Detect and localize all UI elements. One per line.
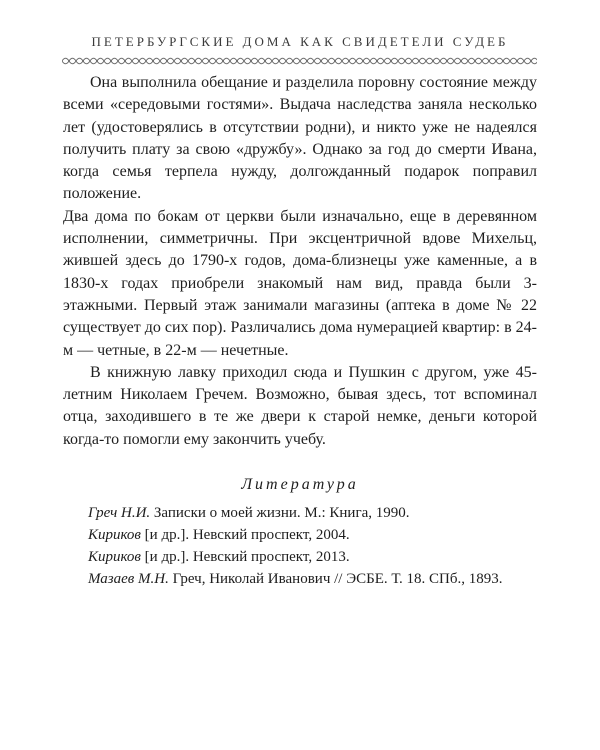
bibliography-entry (63, 524, 537, 546)
entry-text: [и др.]. Невский проспект, 2004. (140, 527, 350, 543)
paragraph: Два дома по бокам от церкви были изначально, еще в деревянном исполнении, симметричны. При эксцентричной вдове Михельц, жившей здесь до 1790-х годов, дома-близнецы уже каменные, а в 1830-х годах приобрели знакомый нам вид, правда были 3-этажными. Первый этаж занимали магазины (аптека в доме № 22 существует до сих пор). Различались дома нумерацией квартир: в 24-м — четные, в 22-м — нечетные. (63, 207, 537, 359)
bibliography-entry (63, 502, 537, 524)
running-header: ПЕТЕРБУРГСКИЕ ДОМА КАК СВИДЕТЕЛИ СУДЕБ (91, 34, 509, 49)
bibliography-entry (63, 546, 537, 568)
paragraph: В книжную лавку приходил сюда и Пушкин с другом, уже 45-летним Николаем Гречем. Возможно, бывая здесь, тот вспоминал отца, заходившего в те же двери к старой немке, деньги которой когда-то помогли ему закончить учебу. (63, 363, 537, 448)
paragraph: Она выполнила обещание и разделила поровну состояние между всеми «середовыми гостями». Выдача наследства заняла несколько лет (удостоверялись в отсутствии родни), и никто уже не надеялся получить плату за свою «дружбу». Однако за год до смерти Ивана, когда семья терпела нужду, долгожданный подарок поправил положение. (63, 74, 537, 203)
decorative-ornament-border (62, 55, 537, 67)
bibliography-list (63, 502, 537, 590)
entry-text: Греч, Николай Иванович // ЭСБЕ. Т. 18. СПб., 1893. (168, 571, 503, 587)
entry-author: Греч Н.И. (88, 505, 151, 521)
entry-author: Кириков (88, 549, 141, 565)
entry-text: Записки о моей жизни. М.: Книга, 1990. (150, 505, 410, 521)
literature-heading: Литература (241, 476, 359, 493)
main-text (63, 72, 537, 451)
entry-text: [и др.]. Невский проспект, 2013. (140, 549, 350, 565)
entry-author: Кириков (88, 527, 141, 543)
entry-author: Мазаев М.Н. (88, 571, 169, 587)
bibliography-entry (63, 568, 537, 590)
